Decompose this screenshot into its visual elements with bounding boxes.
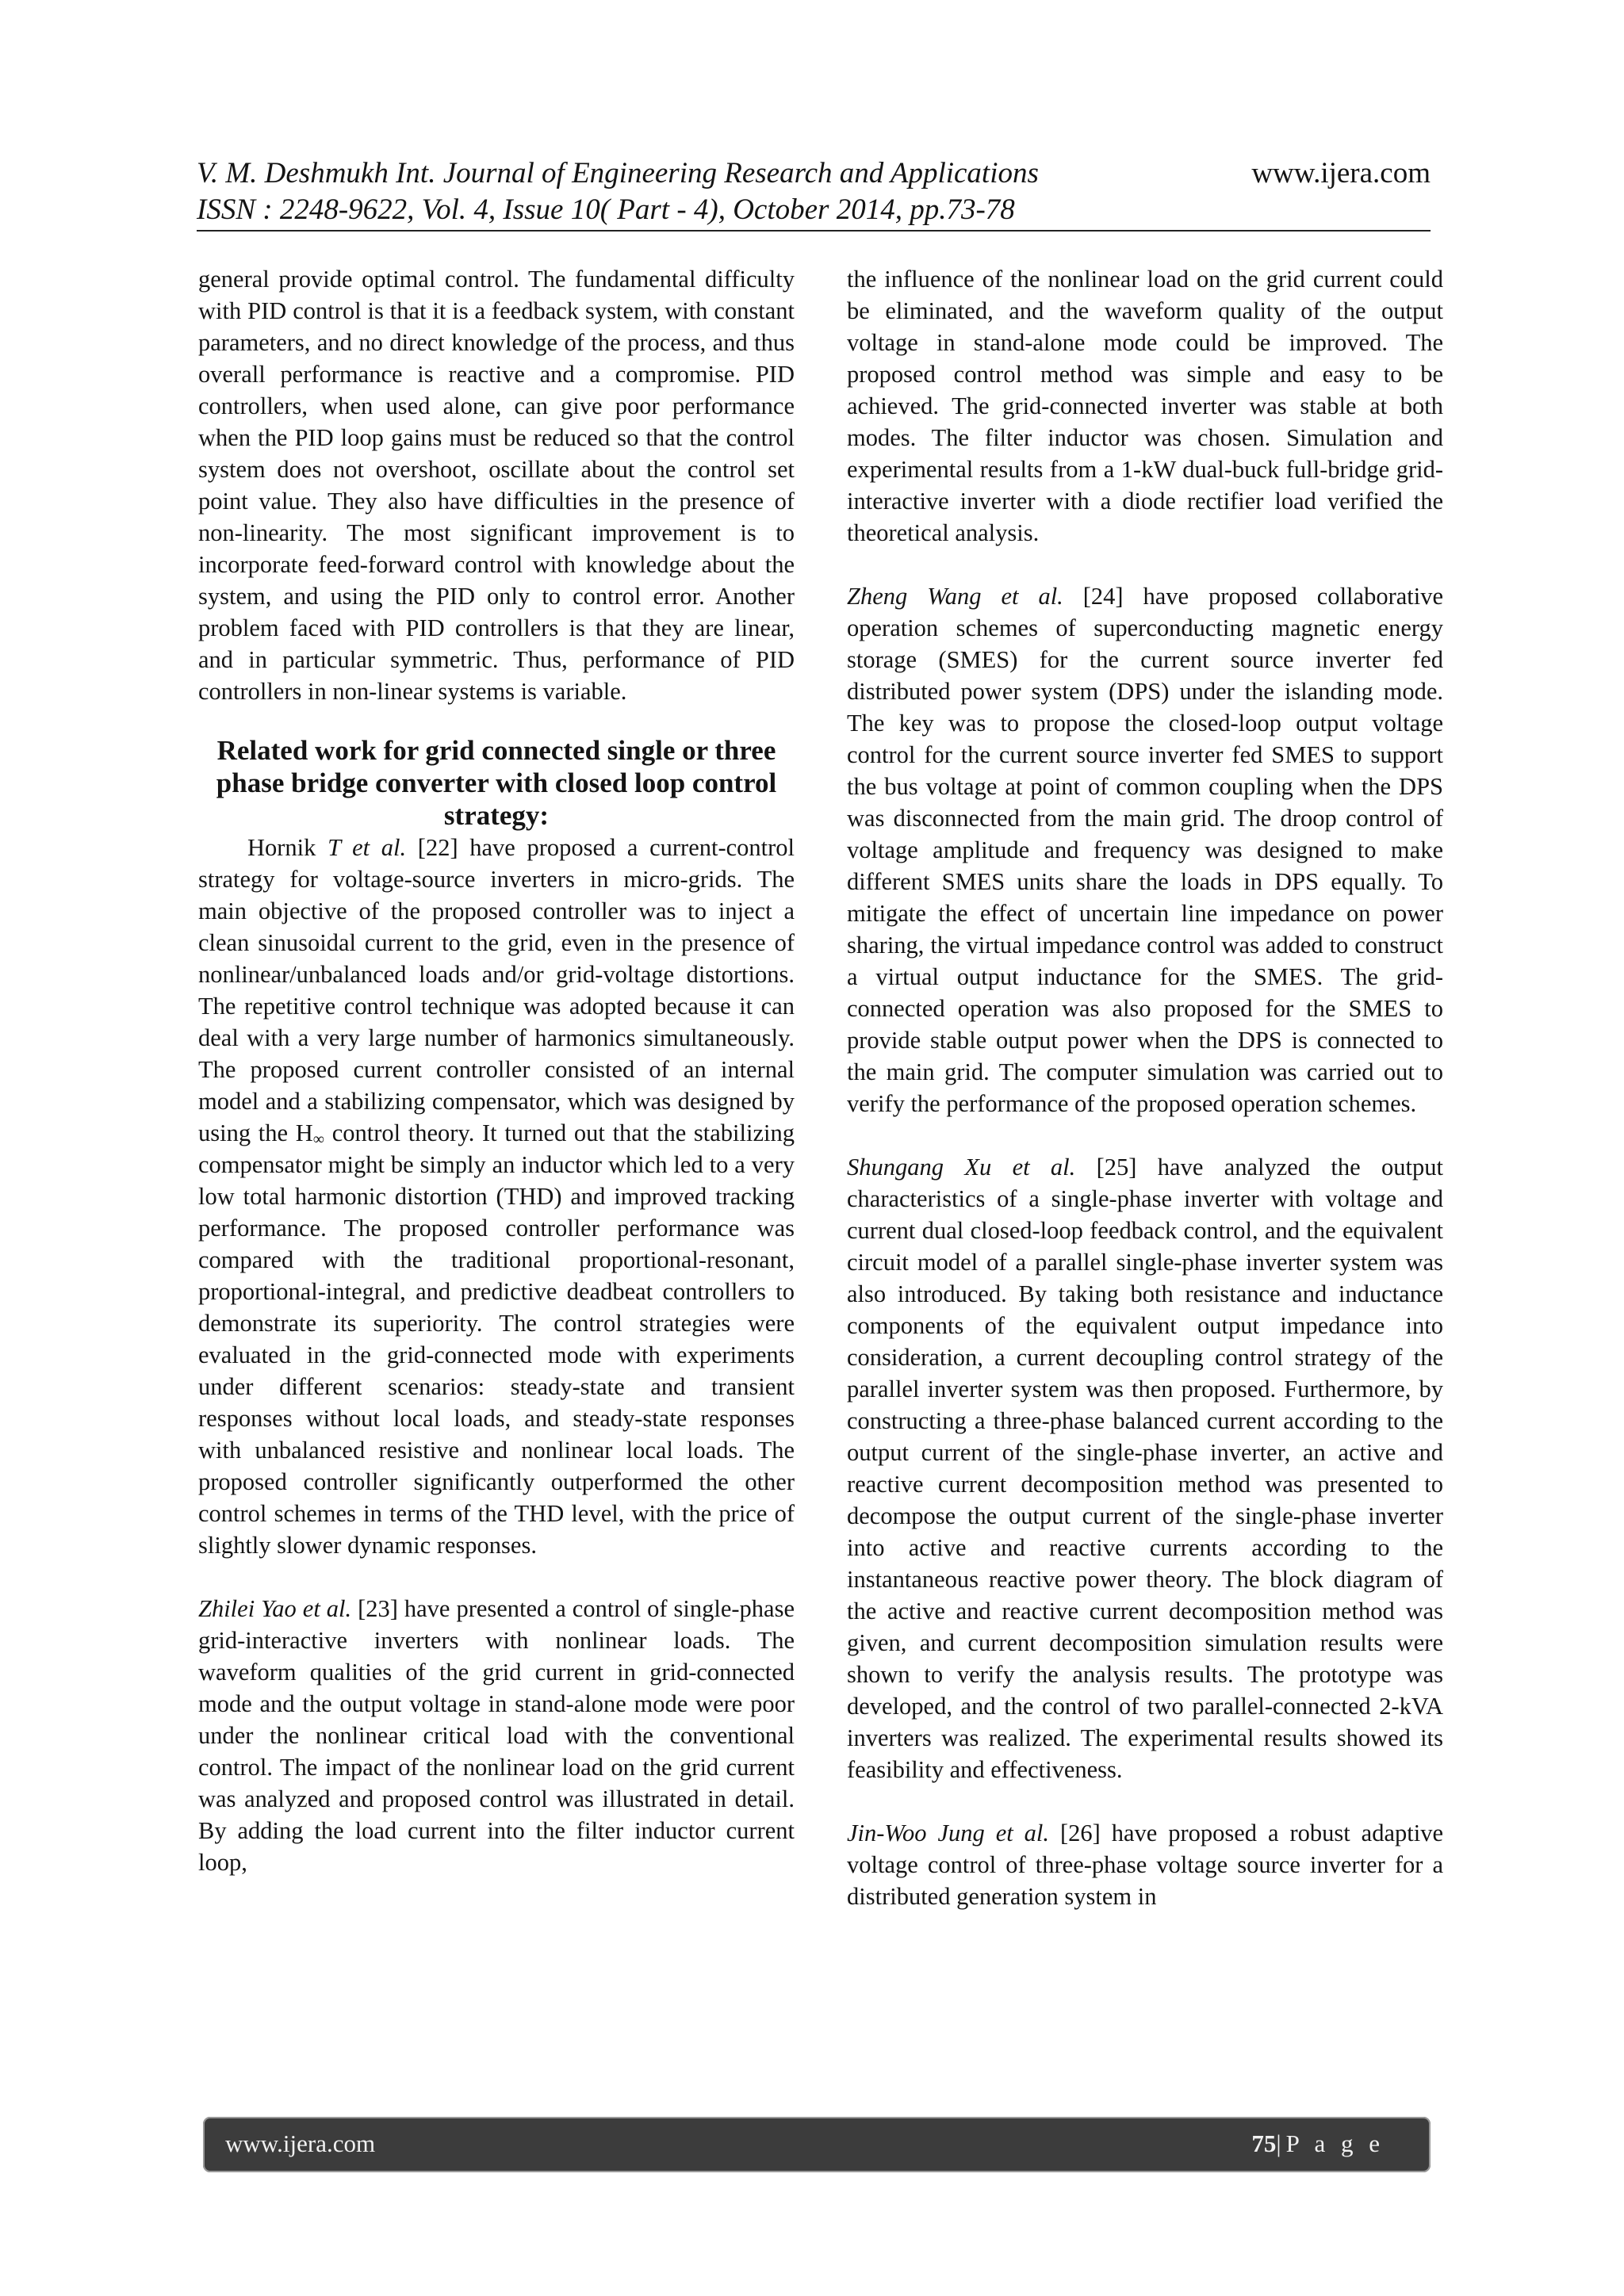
left-column (198, 263, 795, 1878)
et-al: T et al. (327, 834, 407, 861)
paragraph-text: [25] have analyzed the output characteristics of a single-phase inverter with voltage and current dual closed-loop feedback control, and the equivalent circuit model of a parallel single-phase inverter system was also introduced. By taking both resistance and inductance components of the equivalent output impedance into consideration, a current decoupling control strategy of the parallel inverter system was then proposed. Furthermore, by constructing a three-phase balanced current according to the output current of the single-phase inverter, an active and reactive current decomposition method was presented to decompose the output current of the single-phase inverter into active and reactive currents according to the instantaneous reactive power theory. The block diagram of the active and reactive current decomposition method was given, and current decomposition simulation results were shown to verify the analysis results. The prototype was developed, and the control of two parallel-connected 2-kVA inverters was realized. The experimental results showed its feasibility and effectiveness. (847, 1154, 1443, 1783)
paragraph-shungang-xu (847, 1151, 1443, 1785)
issn-line: ISSN : 2248-9622, Vol. 4, Issue 10( Part - 4), October 2014, pp.73-78 (197, 193, 1015, 226)
author-name: Zhilei Yao et al. (198, 1595, 352, 1622)
paragraph-pid-limitations: general provide optimal control. The fundamental difficulty with PID control is that it is a feedback system, with constant parameters, and no direct knowledge of the process, and thus overall performance is reactive and a compromise. PID controllers, when used alone, can give poor performance when the PID loop gains must be reduced so that the control system does not overshoot, oscillate about the control set point value. They also have difficulties in the presence of non-linearity. The most significant improvement is to incorporate feed-forward control with knowledge about the system, and using the PID only to control error. Another problem faced with PID controllers is that they are linear, and in particular symmetric. Thus, performance of PID controllers in non-linear systems is variable. (198, 266, 795, 705)
page-number-value: 75 (1251, 2130, 1277, 2157)
paragraph-text: [23] have presented a control of single-phase grid-interactive inverters with nonlinear loads. The waveform qualities of the grid current in grid-connected mode and the output voltage in stand-alone mode were poor under the nonlinear critical load with the conventional control. The impact of the nonlinear load on the grid current was analyzed and proposed control was illustrated in detail. By adding the load current into the filter inductor current loop, (198, 1595, 795, 1876)
right-column (847, 263, 1443, 1912)
paragraph-text: [26] have proposed a robust adaptive voltage control of three-phase voltage source inverter for a distributed generation system in (847, 1820, 1443, 1910)
journal-citation-line: V. M. Deshmukh Int. Journal of Engineering Research and Applications (197, 157, 1039, 189)
paragraph-zhilei-yao (198, 1593, 795, 1878)
author-name: Hornik (247, 834, 316, 861)
paragraph-text: [22] have proposed a current-control strategy for voltage-source inverters in micro-grids. The main objective of the proposed controller was to inject a clean sinusoidal current to the grid, even in the presence of nonlinear/unbalanced loads and/or grid-voltage distortions. The repetitive control technique was adopted because it can deal with a very large number of harmonics simultaneously. The proposed current controller consisted of an internal model and a stabilizing compensator, which was designed by using the H (198, 834, 795, 1146)
paragraph-continued: the influence of the nonlinear load on the grid current could be eliminated, and the waveform quality of the output voltage in stand-alone mode could be improved. The proposed control method was simple and easy to be achieved. The grid-connected inverter was stable at both modes. The filter inductor was chosen. Simulation and experimental results from a 1-kW dual-buck full-bridge grid-interactive inverter with a diode rectifier load verified the theoretical analysis. (847, 266, 1443, 546)
header-website-link[interactable]: www.ijera.com (1251, 157, 1431, 189)
author-name: Zheng Wang et al. (847, 583, 1063, 610)
paragraph-zheng-wang (847, 580, 1443, 1119)
paragraph-hornik (198, 832, 795, 1561)
page-label: |P a g e (1276, 2130, 1385, 2157)
author-name: Shungang Xu et al. (847, 1154, 1076, 1181)
page-header (197, 152, 1431, 232)
section-heading: Related work for grid connected single or three phase bridge converter with closed loop control strategy: (216, 735, 777, 831)
paragraph-text: control theory. It turned out that the stabilizing compensator might be simply an inductor which led to a very low total harmonic distortion (THD) and improved tracking performance. The proposed controller performance was compared with the traditional proportional-resonant, proportional-integral, and predictive deadbeat controllers to demonstrate its superiority. The control strategies were evaluated in the grid-connected mode with experiments under different scenarios: steady-state and transient responses without local loads, and steady-state responses with unbalanced resistive and nonlinear local loads. The proposed controller significantly outperformed the other control schemes in terms of the THD level, with the price of slightly slower dynamic responses. (198, 1119, 795, 1559)
paragraph-text: [24] have proposed collaborative operation schemes of superconducting magnetic energy storage (SMES) for the current source inverter fed distributed power system (DPS) under the islanding mode. The key was to propose the closed-loop output voltage control for the current source inverter fed SMES to support the bus voltage at point of common coupling when the DPS was disconnected from the main grid. The droop control of voltage amplitude and frequency was designed to make different SMES units share the loads in DPS equally. To mitigate the effect of uncertain line impedance on power sharing, the virtual impedance control was added to construct a virtual output inductance for the SMES. The grid-connected operation was also proposed for the SMES to provide stable output power when the DPS is connected to the main grid. The computer simulation was carried out to verify the performance of the proposed operation schemes. (847, 583, 1444, 1117)
footer-website-link[interactable]: www.ijera.com (225, 2130, 376, 2157)
page-number (1251, 2128, 1385, 2160)
page-footer (203, 2117, 1431, 2172)
author-name: Jin-Woo Jung et al. (847, 1820, 1050, 1846)
paragraph-jin-woo-jung (847, 1817, 1443, 1912)
infinity-subscript: ∞ (312, 1131, 325, 1148)
